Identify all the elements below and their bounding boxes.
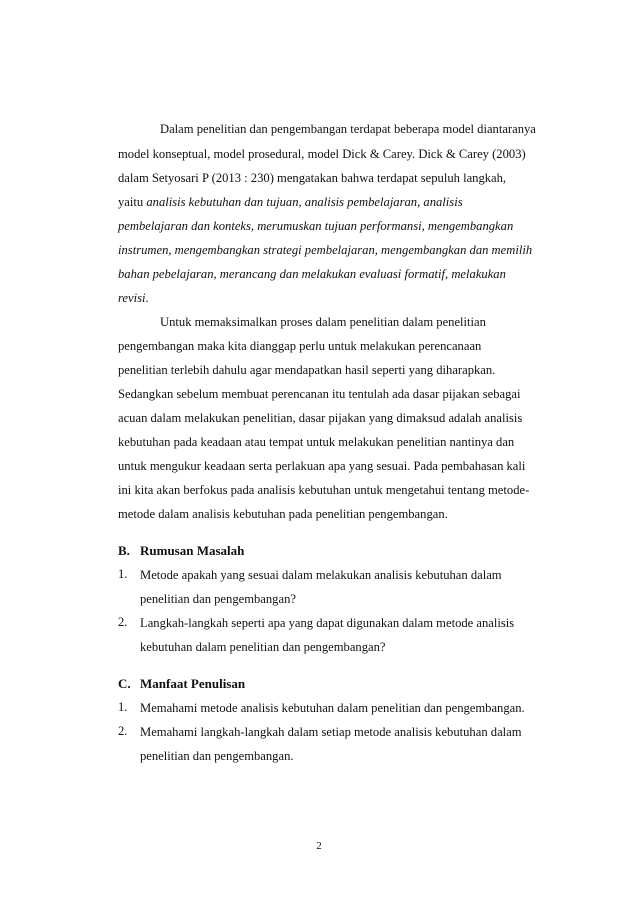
paragraph-1-line-6: instrumen, mengembangkan strategi pembelajaran, mengembangkan dan memilih xyxy=(118,243,533,257)
section-b-item-2-line-2: kebutuhan dalam penelitian dan pengembangan? xyxy=(140,640,386,654)
paragraph-2-line-8: ini kita akan berfokus pada analisis kebutuhan untuk mengetahui tentang metode- xyxy=(118,483,530,497)
paragraph-1-line-8-italic: revisi xyxy=(118,291,146,305)
section-b-item-1-line-2: penelitian dan pengembangan? xyxy=(140,592,296,606)
section-b-letter: B. xyxy=(118,543,130,558)
section-c-letter: C. xyxy=(118,676,131,691)
section-c-item-1-line-1: Memahami metode analisis kebutuhan dalam penelitian dan pengembangan. xyxy=(140,701,525,715)
section-b-item-2-line-1: Langkah-langkah seperti apa yang dapat digunakan dalam metode analisis xyxy=(140,616,515,630)
paragraph-1-line-3: dalam Setyosari P (2013 : 230) mengatakan bahwa terdapat sepuluh langkah, xyxy=(118,171,507,185)
paragraph-1-line-4-prefix: yaitu xyxy=(118,195,147,209)
paragraph-2-line-2: pengembangan maka kita dianggap perlu untuk melakukan perencanaan xyxy=(118,339,482,353)
section-c-heading xyxy=(118,676,245,692)
section-b-title: Rumusan Masalah xyxy=(140,543,245,558)
section-c-item-1-number: 1. xyxy=(118,700,128,714)
paragraph-2-line-3: penelitian terlebih dahulu agar mendapatkan hasil seperti yang diharapkan. xyxy=(118,363,496,377)
section-b-item-1-number: 1. xyxy=(118,567,128,581)
paragraph-1-line-4-italic: analisis kebutuhan dan tujuan, analisis pembelajaran, analisis xyxy=(146,195,463,209)
section-c-item-2-number: 2. xyxy=(118,724,128,738)
paragraph-2-line-1: Untuk memaksimalkan proses dalam penelitian dalam penelitian xyxy=(160,315,486,329)
page-number: 2 xyxy=(316,840,322,852)
paragraph-2-line-4: Sedangkan sebelum membuat perencanan itu tentulah ada dasar pijakan sebagai xyxy=(118,387,521,401)
paragraph-2-line-7: untuk mengukur keadaan serta perlakuan apa yang sesuai. Pada pembahasan kali xyxy=(118,459,526,473)
paragraph-1-line-5: pembelajaran dan konteks, merumuskan tujuan performansi, mengembangkan xyxy=(118,219,514,233)
paragraph-1-line-4 xyxy=(118,194,463,210)
section-c-title: Manfaat Penulisan xyxy=(140,676,246,691)
paragraph-1-line-2: model konseptual, model prosedural, model Dick & Carey. Dick & Carey (2003) xyxy=(118,147,526,161)
section-b-item-1-line-1: Metode apakah yang sesuai dalam melakukan analisis kebutuhan dalam xyxy=(140,568,502,582)
section-b-item-2-number: 2. xyxy=(118,615,128,629)
paragraph-1-line-8 xyxy=(118,290,149,306)
section-b-heading xyxy=(118,543,244,559)
paragraph-2-line-9: metode dalam analisis kebutuhan pada penelitian pengembangan. xyxy=(118,507,448,521)
section-c-item-2-line-2: penelitian dan pengembangan. xyxy=(140,749,294,763)
paragraph-1-line-7: bahan pebelajaran, merancang dan melakukan evaluasi formatif, melakukan xyxy=(118,267,506,281)
paragraph-2-line-6: kebutuhan pada keadaan atau tempat untuk melakukan penelitian nantinya dan xyxy=(118,435,515,449)
paragraph-2-line-5: acuan dalam melakukan penelitian, dasar pijakan yang dimaksud adalah analisis xyxy=(118,411,523,425)
paragraph-1-line-1: Dalam penelitian dan pengembangan terdapat beberapa model diantaranya xyxy=(160,122,536,136)
paragraph-1-end-punct: . xyxy=(145,291,149,305)
section-c-item-2-line-1: Memahami langkah-langkah dalam setiap metode analisis kebutuhan dalam xyxy=(140,725,522,739)
